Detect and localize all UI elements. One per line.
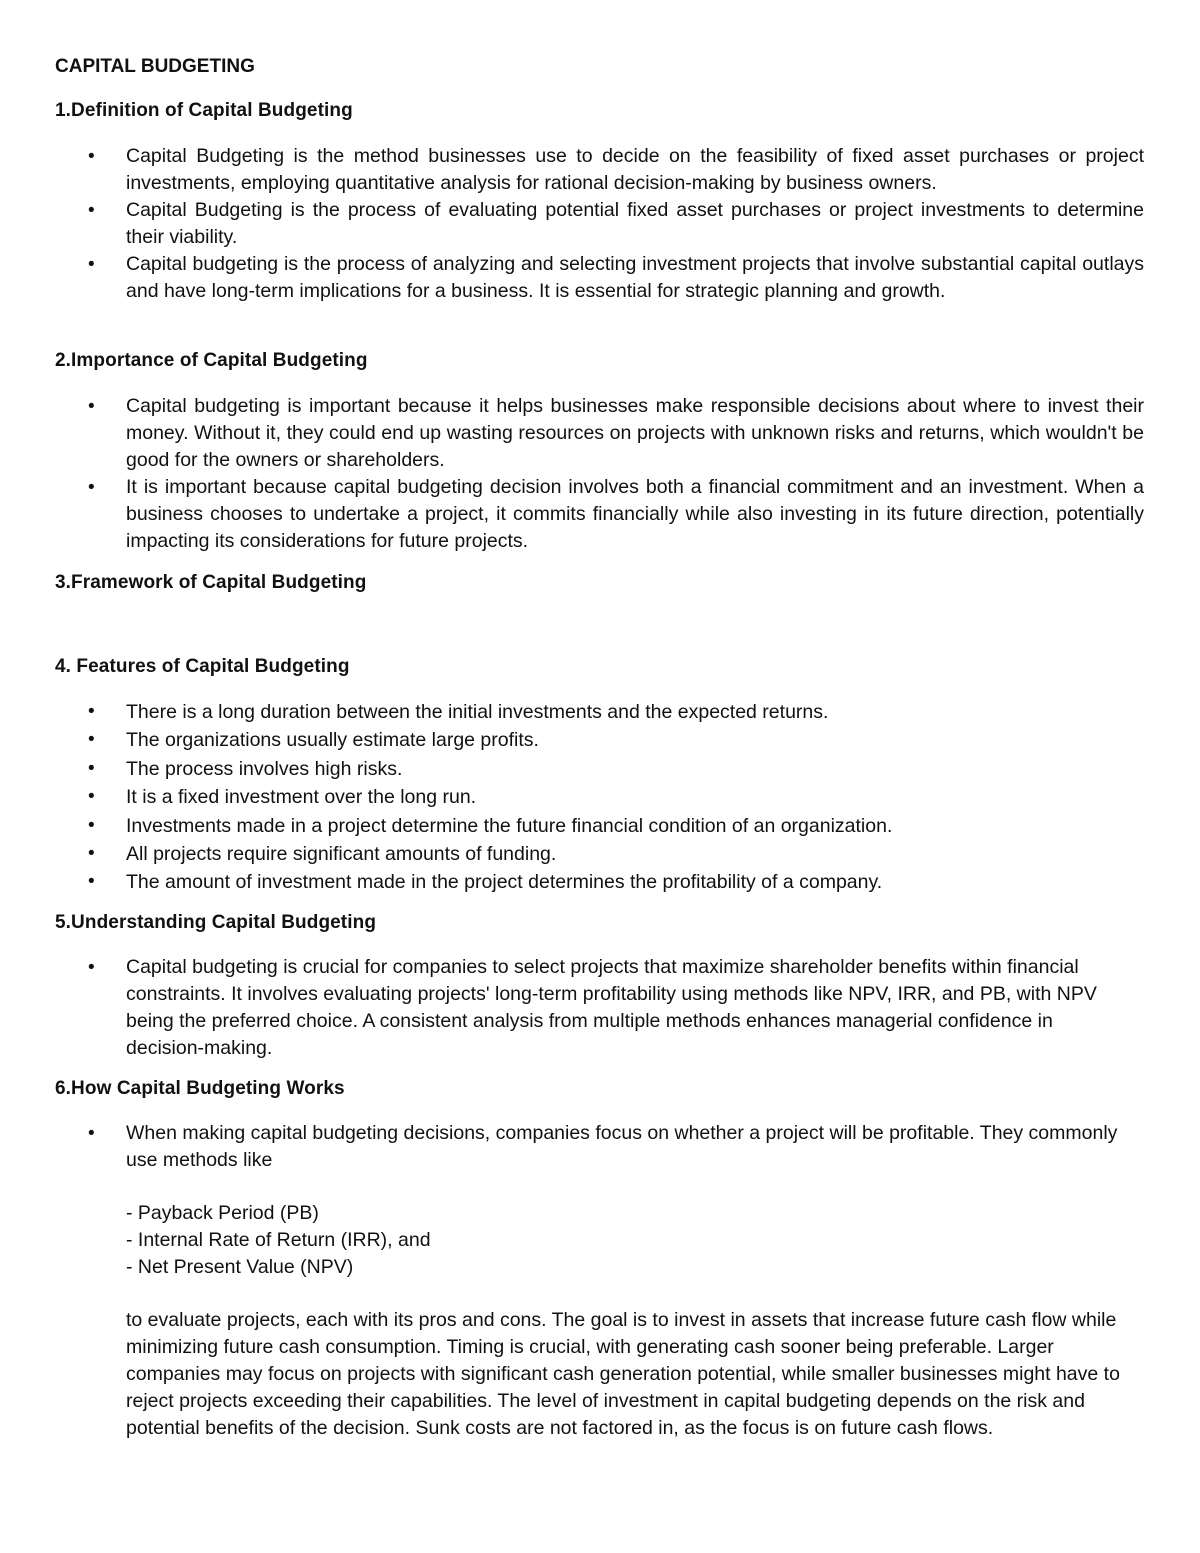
section-heading-definition: 1.Definition of Capital Budgeting (55, 100, 353, 121)
list-item: • The process involves high risks. (88, 755, 1144, 783)
list-item: • It is a fixed investment over the long run. (88, 783, 1144, 811)
spacer (126, 1281, 1148, 1307)
how-works-conclusion: to evaluate projects, each with its pros and cons. The goal is to invest in assets that increase future cash flow while minimizing future cash consumption. Timing is crucial, with generating cash sooner being preferable. Larger companies may focus on projects with significant cash generation potential, while smaller businesses might have to reject projects exceeding their capabilities. The level of investment in capital budgeting depends on the risk and potential benefits of the decision. Sunk costs are not factored in, as the focus is on future cash flows. (126, 1309, 1120, 1439)
list-item: • All projects require significant amounts of funding. (88, 840, 1144, 868)
definition-list (88, 143, 1144, 305)
section-heading-importance: 2.Importance of Capital Budgeting (55, 350, 368, 371)
list-item: • There is a long duration between the initial investments and the expected returns. (88, 698, 1144, 726)
method-item: - Payback Period (PB) (126, 1202, 319, 1224)
list-item: • Capital budgeting is the process of analyzing and selecting investment projects that involve substantial capital outlays and have long-term implications for a business. It is essential for strategic planning and growth. (88, 251, 1144, 305)
list-item (88, 1120, 1148, 1442)
list-item: • The amount of investment made in the project determines the profitability of a company. (88, 868, 1144, 896)
section-heading-features: 4. Features of Capital Budgeting (55, 656, 350, 677)
list-item: • Capital Budgeting is the method businesses use to decide on the feasibility of fixed asset purchases or project investments, employing quantitative analysis for rational decision-making by business owners. (88, 143, 1144, 197)
list-item: • Capital budgeting is crucial for companies to select projects that maximize shareholder benefits within financial constraints. It involves evaluating projects' long-term profitability using methods like NPV, IRR, and PB, with NPV being the preferred choice. A consistent analysis from multiple methods enhances managerial confidence in decision-making. (88, 954, 1110, 1062)
document-title: CAPITAL BUDGETING (55, 56, 255, 77)
how-works-intro: • When making capital budgeting decisions, companies focus on whether a project will be profitable. They commonly use methods like (126, 1122, 1118, 1171)
method-item: - Internal Rate of Return (IRR), and (126, 1229, 431, 1251)
list-item: • The organizations usually estimate large profits. (88, 726, 1144, 754)
how-works-list (88, 1120, 1148, 1442)
list-item: • Capital budgeting is important because it helps businesses make responsible decisions about where to invest their money. Without it, they could end up wasting resources on projects with unknown risks and returns, which wouldn't be good for the owners or shareholders. (88, 393, 1144, 474)
section-heading-framework: 3.Framework of Capital Budgeting (55, 572, 367, 593)
section-heading-understanding: 5.Understanding Capital Budgeting (55, 912, 377, 933)
list-item: • Capital Budgeting is the process of evaluating potential fixed asset purchases or project investments to determine their viability. (88, 197, 1144, 251)
features-list (88, 698, 1144, 897)
understanding-list (88, 954, 1110, 1062)
section-heading-how-works: 6.How Capital Budgeting Works (55, 1078, 345, 1099)
list-item: • It is important because capital budgeting decision involves both a financial commitment and an investment. When a business chooses to undertake a project, it commits financially while also investing in its future direction, potentially impacting its considerations for future projects. (88, 474, 1144, 555)
spacer (126, 1174, 1148, 1200)
importance-list (88, 393, 1144, 555)
method-item: - Net Present Value (NPV) (126, 1256, 354, 1278)
list-item: • Investments made in a project determine the future financial condition of an organization. (88, 812, 1144, 840)
